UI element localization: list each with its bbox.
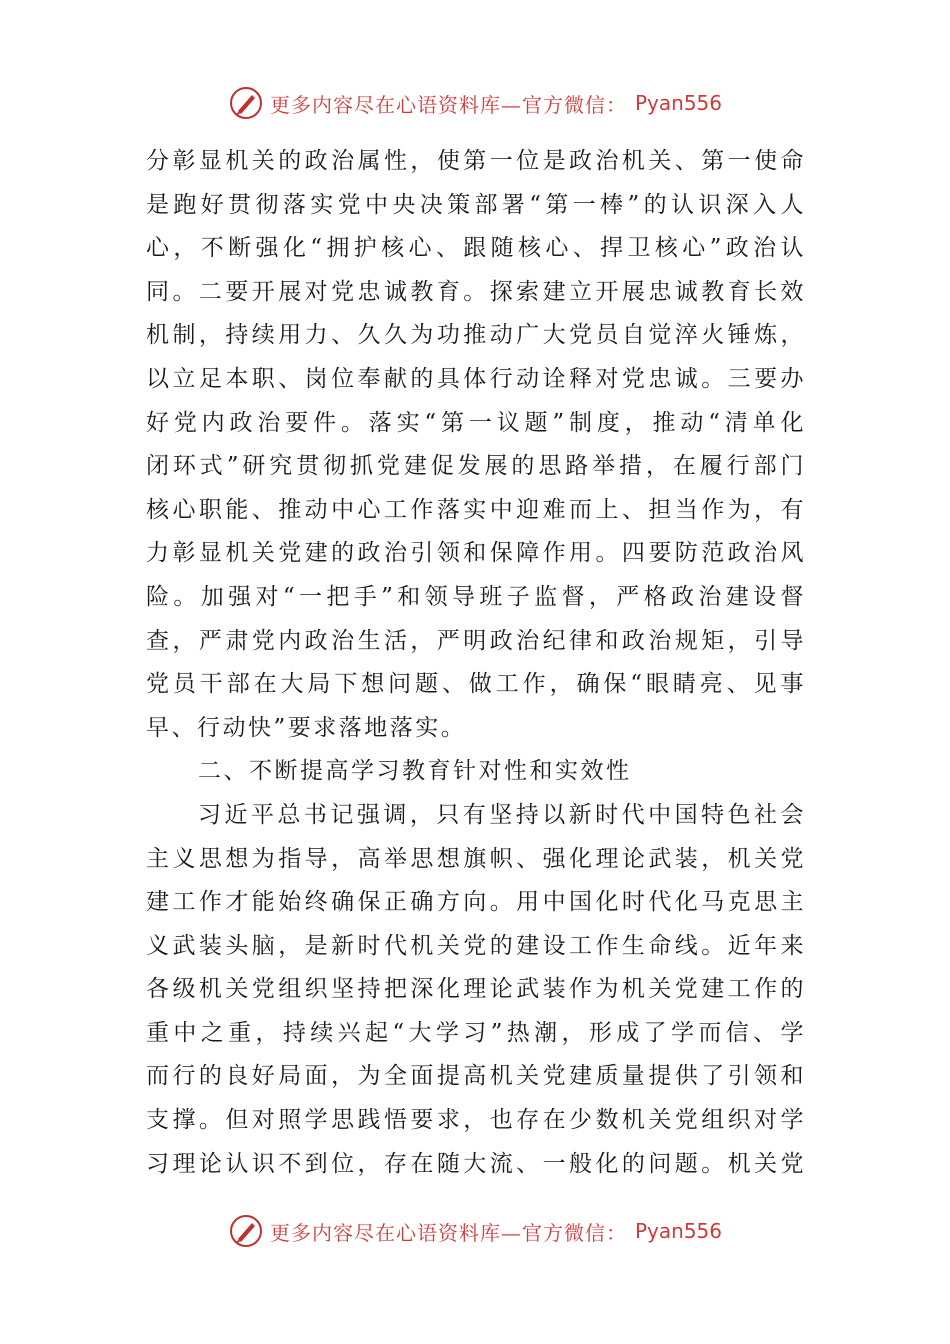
- text-line: 义武装头脑，是新时代机关党的建设工作生命线。近年来: [146, 932, 806, 959]
- text-line: 险。加强对“一把手”和领导班子监督，严格政治建设督: [146, 583, 806, 610]
- text-line: 心，不断强化“拥护核心、跟随核心、捍卫核心”政治认: [146, 235, 806, 262]
- heading-text: 二、不断提高学习教育针对性和实效性: [198, 758, 632, 785]
- text-line: 而行的良好局面，为全面提高机关党建质量提供了引领和: [146, 1063, 806, 1090]
- text-line: 习近平总书记强调，只有坚持以新时代中国特色社会: [198, 801, 806, 828]
- header-watermark: [0, 83, 950, 123]
- paragraph-2: [146, 794, 806, 1186]
- text-line: 力彰显机关党建的政治引领和保障作用。四要防范政治风: [146, 540, 806, 567]
- pen-logo-icon: [228, 1213, 264, 1249]
- watermark-wechat-id: Pyan556: [634, 91, 722, 115]
- watermark-text: 更多内容尽在心语资料库—官方微信：: [269, 92, 627, 117]
- text-line: 党员干部在大局下想问题、做工作，确保“眼睛亮、见事: [146, 671, 806, 698]
- text-line: 早、行动快”要求落地落实。: [146, 714, 467, 741]
- text-line: 核心职能、推动中心工作落实中迎难而上、担当作为，有: [146, 496, 806, 523]
- section-heading: [146, 750, 806, 794]
- text-line: 好党内政治要件。落实“第一议题”制度，推动“清单化: [146, 409, 806, 436]
- text-line: 主义思想为指导，高举思想旗帜、强化理论武装，机关党: [146, 845, 806, 872]
- text-line: 重中之重，持续兴起“大学习”热潮，形成了学而信、学: [146, 1019, 806, 1046]
- text-line: 查，严肃党内政治生活，严明政治纪律和政治规矩，引导: [146, 627, 806, 654]
- text-line: 各级机关党组织坚持把深化理论武装作为机关党建工作的: [146, 976, 806, 1003]
- document-body: [146, 140, 806, 1186]
- watermark-text: 更多内容尽在心语资料库—官方微信：: [269, 1220, 627, 1245]
- text-line: 习理论认识不到位，存在随大流、一般化的问题。机关党: [146, 1150, 806, 1177]
- paragraph-1: [146, 140, 806, 750]
- text-line: 机制，持续用力、久久为功推动广大党员自觉淬火锤炼，: [146, 322, 806, 349]
- text-line: 建工作才能始终确保正确方向。用中国化时代化马克思主: [146, 889, 806, 916]
- text-line: 是跑好贯彻落实党中央决策部署“第一棒”的认识深入人: [146, 191, 806, 218]
- text-line: 闭环式”研究贯彻抓党建促发展的思路举措，在履行部门: [146, 453, 806, 480]
- watermark-wechat-id: Pyan556: [634, 1219, 722, 1243]
- footer-watermark: [0, 1211, 950, 1251]
- text-line: 以立足本职、岗位奉献的具体行动诠释对党忠诚。三要办: [146, 365, 806, 392]
- text-line: 分彰显机关的政治属性，使第一位是政治机关、第一使命: [146, 148, 806, 174]
- text-line: 支撑。但对照学思践悟要求，也存在少数机关党组织对学: [146, 1107, 806, 1134]
- pen-logo-icon: [228, 85, 264, 121]
- text-line: 同。二要开展对党忠诚教育。探索建立开展忠诚教育长效: [146, 278, 806, 305]
